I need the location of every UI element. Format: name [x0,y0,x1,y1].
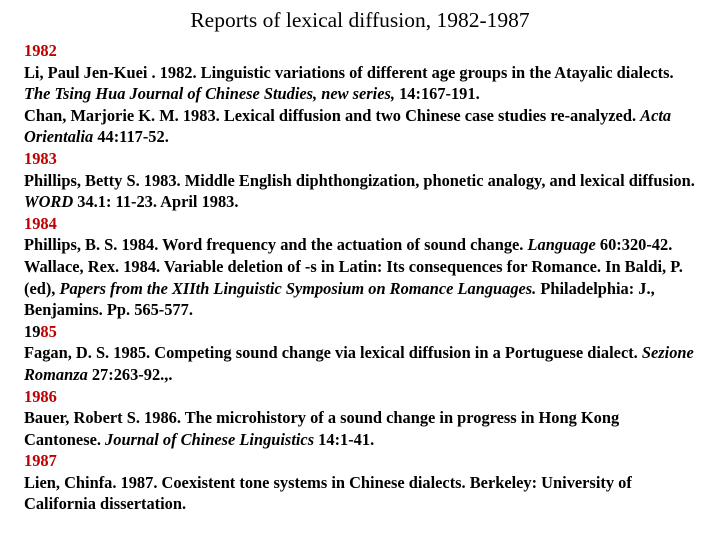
year-heading-1982: 1982 [24,41,57,60]
journal-title: WORD [24,192,74,212]
entry-citation: 14:1-41. [314,429,375,449]
entry-text: Bauer, Robert S. 1986. The microhistory of a sound change in progress in Hong Kong Cantonese. [24,408,620,449]
reference-entry-phillips-1984 [24,234,696,256]
reference-entry-lien-1987 [24,472,696,515]
reference-entry-phillips-1983 [24,170,696,213]
year-part-red: 85 [40,321,57,341]
entry-text: Fagan, D. S. 1985. Competing sound change via lexical diffusion in a Portuguese dialect. [24,343,642,363]
entry-text: Phillips, B. S. 1984. Word frequency and the actuation of sound change. [24,235,528,255]
entry-citation: 60:320-42. [595,235,673,255]
year-part-black: 19 [24,321,41,341]
entry-citation: 14:167-191. [395,84,480,104]
journal-title: Journal of Chinese Linguistics [105,429,315,449]
reference-entry-bauer-1986 [24,407,696,450]
year-heading-1983: 1983 [24,148,57,168]
entry-text: Lien, Chinfa. 1987. Coexistent tone systems in Chinese dialects. Berkeley: University of California dissertation. [24,472,632,514]
journal-title: Language [527,235,596,255]
year-heading-1985 [24,321,696,343]
journal-title: The Tsing Hua Journal of Chinese Studies, new series, [24,84,395,104]
year-heading-1987: 1987 [24,451,57,471]
reference-entry-li-1982 [24,62,696,105]
journal-title: Acta Orientalia [24,105,672,147]
entry-text: Li, Paul Jen-Kuei . 1982. Linguistic variations of different age groups in the Atayalic dialects. [24,62,674,82]
entry-text: Chan, Marjorie K. M. 1983. Lexical diffusion and two Chinese case studies re-analyzed. [24,105,641,125]
year-heading-1986: 1986 [24,386,57,406]
entry-citation: 44:117-52. [93,127,169,147]
entry-text: Wallace, Rex. 1984. Variable deletion of -s in Latin: Its consequences for Romance. In Baldi, P. (ed), [24,256,683,298]
journal-title: Sezione Romanza [24,343,694,384]
entry-citation: 34.1: 11-23. April 1983. [73,192,239,212]
reference-entry-fagan-1985 [24,342,696,385]
book-title: Papers from the XIIth Linguistic Symposium on Romance Languages. [59,278,537,298]
entry-citation: 27:263-92.,. [87,364,173,384]
year-heading-1984: 1984 [24,213,57,233]
reference-entry-wallace-1984 [24,256,696,321]
reference-entry-chan-1983 [24,105,696,148]
page-title: Reports of lexical diffusion, 1982-1987 [190,8,530,32]
entry-citation: Philadelphia: J., Benjamins. Pp. 565-577. [24,278,655,320]
entry-text: Phillips, Betty S. 1983. Middle English diphthongization, phonetic analogy, and lexical diffusion. [24,170,695,190]
reference-list [24,40,696,515]
